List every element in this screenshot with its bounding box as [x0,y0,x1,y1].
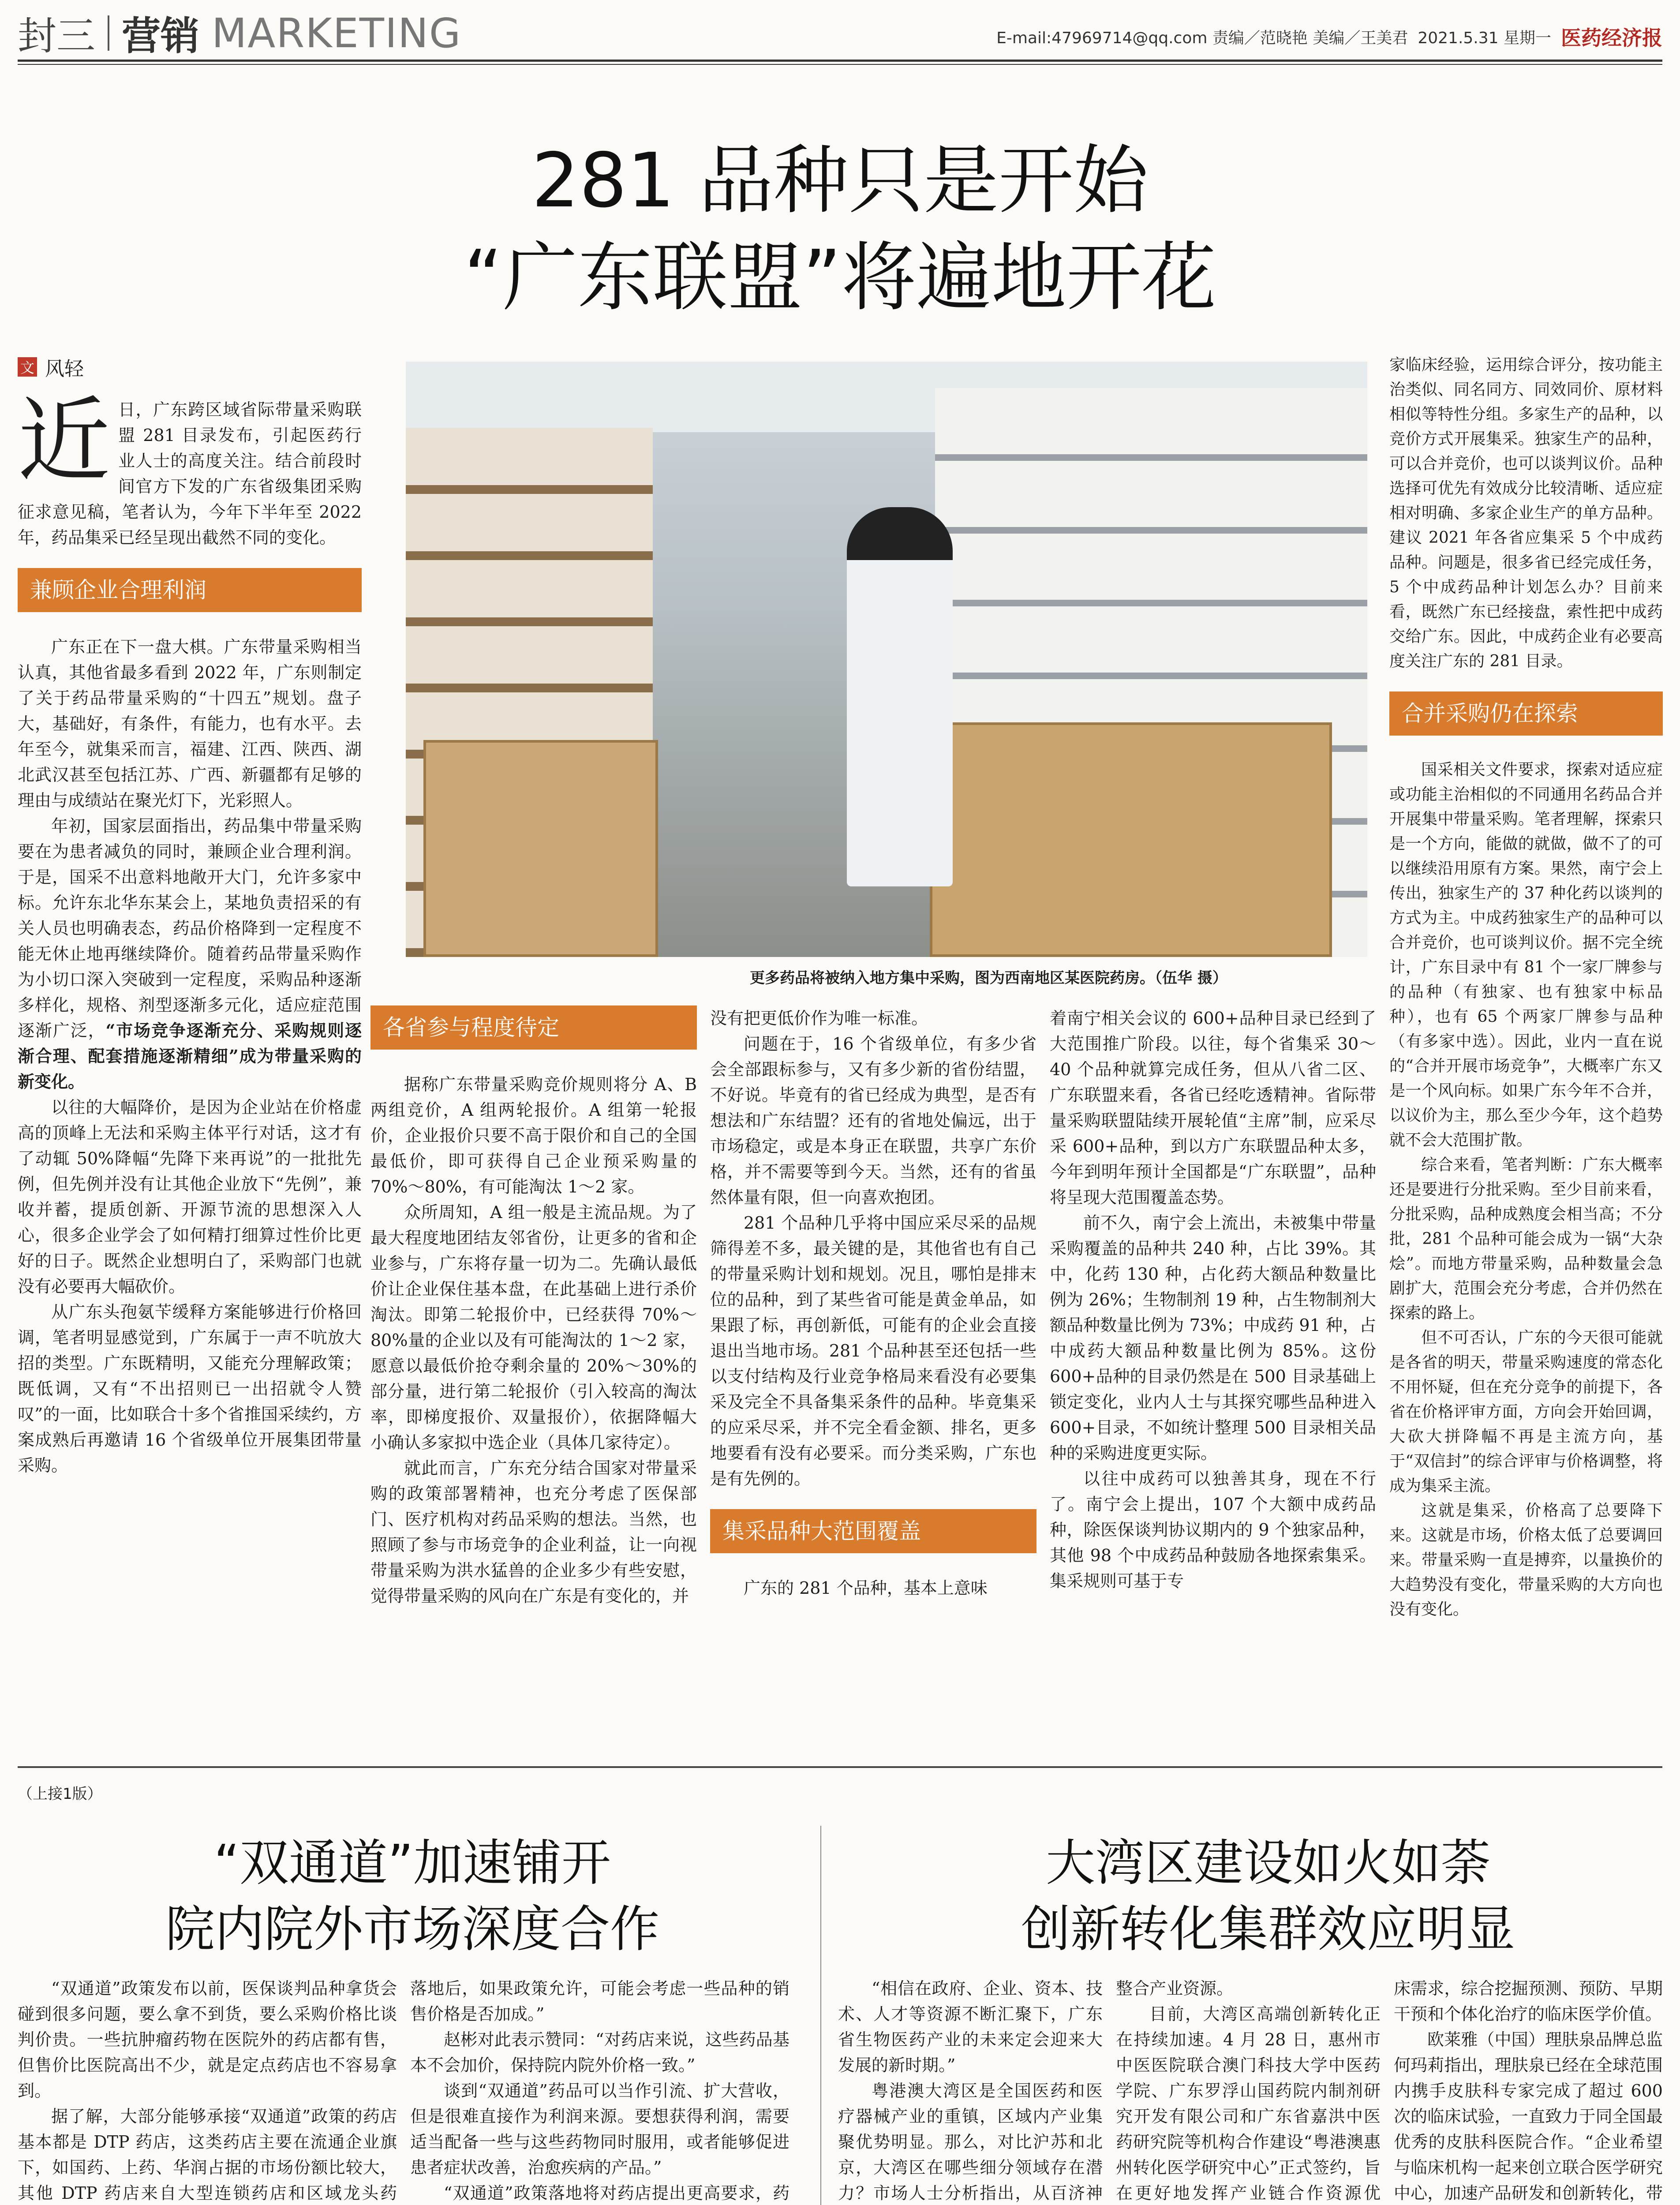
page-header-section [18,9,461,57]
subhead-1: 兼顾企业合理利润 [18,568,362,612]
photo-caption: 更多药品将被纳入地方集中采购，图为西南地区某医院药房。（伍华 摄） [750,969,1227,987]
paragraph: 问题在于，16 个省级单位，有多少省会全部跟标参与，又有多少新的省份结盟，不好说。毕竟有的省已经成为典型，是否有想法和广东结盟？还有的省地处偏远，出于市场稳定，或是本身正在联盟，共享广东价格，并不需要等到今天。当然，还有的省虽然体量有限，但一向喜欢抱团。 [710,1034,1036,1207]
paragraph: 据了解，大部分能够承接“双通道”政策的药店基本都是 DTP 药店，这类药店主要在流通企业旗下，如国药、上药、华润占据的市场份额比较大，其他 DTP 药店来自大型连锁药店和区域龙头药 [18,2107,397,2203]
article2-column-2 [410,1976,789,2205]
pharmacy-photo [406,362,1367,957]
paragraph [18,813,362,1095]
main-headline-line2: “广东联盟”将遍地开花 [464,234,1216,321]
paragraph: 从广东头孢氨苄缓释方案能够进行价格回调，笔者明显感觉到，广东属于一声不吭放大招的类型。广东既精明，又能充分理解政策；既低调，又有“不出招则已一出招就令人赞叹”的一面，比如联合十多个省推国采续约，方案成熟后再邀请 16 个省级单位开展集团带量采购。 [18,1302,362,1475]
paragraph: 综合来看，笔者判断：广东大概率还是要进行分批采购。至少目前来看，分批采购，品种成熟度会相当高；不分批，281 个品种可能会成为一锅“大杂烩”。而地方带量采购，品种数量会急剧扩大，范围会充分考虑，合并仍然在探索的路上。 [1389,1156,1663,1322]
paragraph: “相信在政府、企业、资本、技术、人才等资源不断汇聚下，广东省生物医药产业的未来定会迎来大发展的新时期。” [838,1979,1103,2075]
subhead-2: 各省参与程度待定 [370,1005,697,1050]
subhead-4: 合并采购仍在探索 [1389,691,1663,736]
photo-boxes-right [930,722,1332,957]
article3-headline [873,1830,1663,1962]
article2-headline-line2: 院内院外市场深度合作 [165,1901,659,1958]
article2-headline-line1: “双通道”加速铺开 [213,1835,611,1892]
section-number: 封三 [18,13,96,59]
paragraph: 但不可否认，广东的今天很可能就是各省的明天，带量采购速度的常态化不用怀疑，但在充分竞争的前提下，各省在价格评审方面，方向会开始回调，大砍大拼降幅不再是主流方向，基于“双信封”的综合评审与价格调整，将成为集采主流。 [1389,1329,1663,1495]
byline-author: 风轻 [45,358,84,380]
article-column-2 [370,1005,697,1609]
photo-pharmacist [847,507,953,886]
article2-column-1 [18,1976,397,2205]
paragraph: 这就是集采，价格高了总要降下来。这就是市场，价格太低了总要调回来。带量采购一直是搏弈，以量换价的大趋势没有变化，带量采购的大方向也没有变化。 [1389,1502,1663,1618]
article-column-1 [18,387,362,1478]
section-divider [18,1766,1662,1768]
page-header-meta [996,22,1662,51]
paragraph: 谈到“双通道”药品可以当作引流、扩大营收，但是很难直接作为利润来源。要想获得利润，需要适当配备一些与这些药物同时服用，或者能够促进患者症状改善，治愈疾病的产品。” [410,2081,789,2177]
paragraph: 床需求，综合挖掘预测、预防、早期干预和个体化治疗的临床医学价值。 [1394,1979,1663,2024]
main-headline-line1: 281 品种只是开始 [531,137,1149,224]
paragraph: 国采相关文件要求，探索对适应症或功能主治相似的不同通用名药品合并开展集中带量采购。笔者理解，探索只是一个方向，能做的就做，做不了的可以继续沿用原有方案。果然，南宁会上传出，独家生产的 37 种化药以谈判的方式为主。中成药独家生产的品种可以合并竞价，也可谈判议价。据不完全统计，广东目录中有 81 个一家厂牌参与的品种（有独家、也有独家中标品种），也有 65 个两家厂牌参与品种（有多家中选）。因此，业内一直在说的“合并开展市场竞争”，大概率广东又是一个风向标。如果广东今年不合并，以议价为主，那么至少今年，这个趋势就不会大范围扩散。 [1389,761,1663,1149]
byline-tag: 文 [18,357,37,377]
continuation-label: （上接1版） [18,1785,102,1803]
column-rule [820,1826,821,2205]
editor-info: E-mail:47969714@qq.com 责编／范晓艳 美编／王美君 [996,29,1408,47]
article3-headline-line2: 创新转化集群效应明显 [1021,1901,1515,1958]
paragraph: 广东正在下一盘大棋。广东带量采购相当认真，其他省最多看到 2022 年，广东则制定了关于药品带量采购的“十四五”规划。盘子大，基础好，有条件，有能力，也有水平。去年至今，就集采而言，福建、江西、陕西、湖北武汉甚至包括江苏、广西、新疆都有足够的理由与成绩站在聚光灯下，光彩照人。 [18,637,362,810]
dropcap: 近 [18,387,111,495]
article-column-4 [1050,1005,1376,1594]
section-name-en: MARKETING [212,9,462,57]
paragraph: 整合产业资源。 [1116,1979,1234,1998]
article3-column-1 [838,1976,1103,2205]
paragraph: 欧莱雅（中国）理肤泉品牌总监何玛莉指出，理肤泉已经在全球范围内携手皮肤科专家完成了超过 600 次的临床试验，一直致力于同全国最优秀的皮肤科医院合作。“企业希望与临床机构一起来创立联合医学研究中心，加速产品研发和创新转化，带 [1394,2030,1663,2203]
article3-column-2 [1116,1976,1381,2205]
paragraph: 广东的 281 个品种，基本上意味 [744,1578,988,1598]
article3-column-3 [1394,1976,1663,2205]
issue-date: 2021.5.31 星期一 [1418,29,1551,47]
article3-headline-line1: 大湾区建设如火如荼 [1046,1835,1490,1892]
photo-boxes-left [423,740,658,957]
paragraph-bold: “市场竞争逐渐充分、采购规则逐渐合理、配套措施逐渐精细”成为带量采购的新变化。 [18,1020,362,1091]
header-divider [108,15,109,51]
paragraph: “双通道”政策发布以前，医保谈判品种拿货会碰到很多问题，要么拿不到货，要么采购价格比谈判价贵。一些抗肿瘤药物在医院外的药店都有售，但售价比医院高出不少，就是定点药店也不容易拿到。 [18,1979,397,2100]
paragraph: 就此而言，广东充分结合国家对带量采购的政策部署精神，也充分考虑了医保部门、医疗机构对药品采购的想法。当然，也照顾了参与市场竞争的企业利益，让一向视带量采购为洪水猛兽的企业多少有些安慰，觉得带量采购的风向在广东是有变化的，并 [370,1458,697,1606]
lead-paragraph: 日，广东跨区域省际带量采购联盟 281 目录发布，引起医药行业人士的高度关注。结合前段时间官方下发的广东省级集团采购征求意见稿，笔者认为，今年下半年至 2022 年，药品集采已经呈现出截然不同的变化。 [18,400,362,547]
paragraph-text: 年初，国家层面指出，药品集中带量采购要在为患者减负的同时，兼顾企业合理利润。于是，国采不出意料地敞开大门，允许多家中标。允许东北华东某会上，某地负责招采的有关人员也明确表态，药品价格降到一定程度不能无休止地再继续降价。随着药品带量采购作为小切口深入突破到一定程度，采购品种逐渐多样化，规格、剂型逐渐多元化，适应症范围逐渐广泛， [18,816,362,1040]
paragraph: 前不久，南宁会上流出，未被集中带量采购覆盖的品种共 240 种，占比 39%。其中，化药 130 种，占化药大额品种数量比例为 26%；生物制剂 19 种，占生物制剂大额品种数量比例为 73%；中成药 91 种，占中成药大额品种数量比例为 85%。这份 600+品种的目录仍然是在 500 目录基础上锁定变化，业内人士与其探究哪些品种进入 600+目录，不如统计整理 500 目录相关品种的采购进度更实际。 [1050,1213,1376,1463]
header-rule [18,60,1662,62]
paragraph: 着南宁相关会议的 600+品种目录已经到了大范围推广阶段。以往，每个省集采 30～40 个品种就算完成任务，但从八省二区、广东联盟来看，各省已经吃透精神。省际带量采购联盟陆续开展轮值“主席”制，应采尽采 600+品种，到以方广东联盟品种太多，今年到明年预计全国都是“广东联盟”，品种将呈现大范围覆盖态势。 [1050,1009,1376,1207]
article2-headline [18,1830,807,1962]
paragraph: “双通道”政策落地将对药店提出更高要求，药 [444,2183,789,2203]
paragraph: 没有把更低价作为唯一标准。 [710,1009,928,1028]
main-headline [0,132,1680,326]
paragraph: 落地后，如果政策允许，可能会考虑一些品种的销售价格是否加成。” [410,1979,789,2024]
byline [18,353,84,381]
paragraph: 家临床经验，运用综合评分，按功能主治类似、同名同方、同效同价、原材料相似等特性分组。多家生产的品种，以竞价方式开展集采。独家生产的品种，可以合并竞价，也可以谈判议价。品种选择可优先有效成分比较清晰、适应症相对明确、多家企业生产的单方品种。建议 2021 年各省应集采 5 个中成药品种。问题是，很多省已经完成任务，5 个中成药品种计划怎么办？目前来看，既然广东已经接盘，索性把中成药交给广东。因此，中成药企业有必要高度关注广东的 281 目录。 [1389,356,1663,670]
paragraph: 据称广东带量采购竞价规则将分 A、B 两组竞价，A 组两轮报价。A 组第一轮报价，企业报价只要不高于限价和自己的全国最低价，即可获得自己企业预采购量的 70%～80%，有可能淘汰 1～2 家。 [370,1075,697,1196]
article-column-3 [710,1005,1036,1601]
section-name: 营销 [122,13,200,59]
paragraph: 众所周知，A 组一般是主流品规。为了最大程度地团结友邻省份，让更多的省和企业参与，广东将存量一切为二。先确认最低价让企业保住基本盘，在此基础上进行杀价淘汰。即第二轮报价中，已经获得 70%～80%量的企业以及有可能淘汰的 1～2 家，愿意以最低价抢夺剩余量的 20%～30%的部分量，进行第二轮报价（引入较高的淘汰率，即梯度报价、双量报价），依据降幅大小确认多家拟中选企业（具体几家待定）。 [370,1203,697,1452]
paragraph: 粤港澳大湾区是全国医药和医疗器械产业的重镇，区域内产业集聚优势明显。那么，对比沪苏和北京，大湾区在哪些细分领域存在潜力？市场人士分析指出，从百济神 [838,2081,1103,2203]
newspaper-logo: 医药经济报 [1561,26,1662,50]
article-column-5 [1389,353,1663,1622]
paragraph: 赵彬对此表示赞同：“对药店来说，这些药品基本不会加价，保持院内院外价格一致。” [410,2030,789,2075]
paragraph: 281 个品种几乎将中国应采尽采的品规筛得差不多，最关键的是，其他省也有自己的带量采购计划和规划。况且，哪怕是排末位的品种，到了某些省可能是黄金单品，如果跟了标，再创新低，可能有的企业会直接退出当地市场。281 个品种甚至还包括一些以支付结构及行业竞争格局来看没有必要集采及完全不具备集采条件的品种。毕竟集采的应采尽采，并不完全看金额、排名，更多地要看有没有必要采。而分类采购，广东也是有先例的。 [710,1213,1036,1488]
header-rule-thin [18,64,1662,65]
paragraph: 以往中成药可以独善其身，现在不行了。南宁会上提出，107 个大额中成药品种，除医保谈判协议期内的 9 个独家品种，其他 98 个中成药品种鼓励各地探索集采。集采规则可基于专 [1050,1469,1376,1591]
subhead-3: 集采品种大范围覆盖 [710,1509,1036,1553]
paragraph: 目前，大湾区高端创新转化正在持续加速。4 月 28 日，惠州市中医医院联合澳门科技大学中医药学院、广东罗浮山国药院内制剂研究开发有限公司和广东省嘉洪中医药研究院等机构合作建设“粤港澳惠州转化医学研究中心”正式签约，旨在更好地发挥产业链合作资源优 [1116,2004,1381,2203]
paragraph: 以往的大幅降价，是因为企业站在价格虚高的顶峰上无法和采购主体平行对话，这才有了动辄 50%降幅“先降下来再说”的一批批先例，但先例并没有让其他企业放下“先例”，兼收并蓄，提质创新、开源节流的思想深入人心，很多企业学会了如何精打细算过性价比更好的日子。既然企业想明白了，采购部门也就没有必要再大幅砍价。 [18,1098,362,1296]
